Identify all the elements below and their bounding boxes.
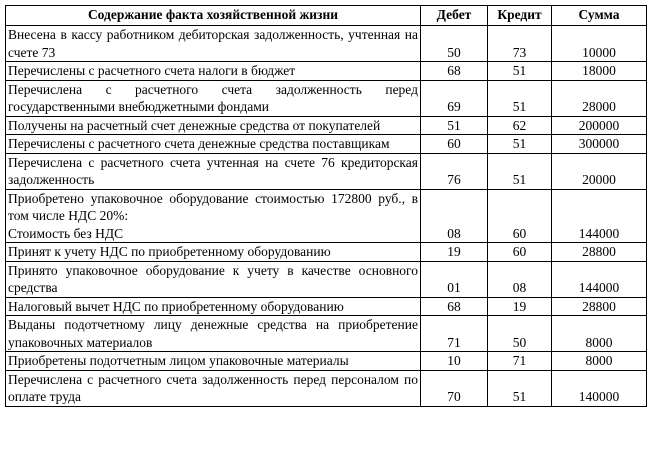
cell-debit: 51: [421, 116, 488, 135]
cell-description: Принят к учету НДС по приобретенному оборудованию: [6, 243, 421, 262]
table-row: [6, 116, 647, 135]
table-row: [6, 370, 647, 406]
cell-credit: 73: [488, 26, 552, 62]
cell-description: Перечислена с расчетного счета учтенная на счете 76 кредиторская задолженность: [6, 153, 421, 189]
cell-debit: 60: [421, 135, 488, 154]
cell-amount: 144000: [552, 189, 647, 243]
cell-credit: 08: [488, 261, 552, 297]
cell-credit: 60: [488, 189, 552, 243]
cell-debit: 70: [421, 370, 488, 406]
cell-credit: 62: [488, 116, 552, 135]
header-credit: Кредит: [488, 6, 552, 26]
cell-debit: 69: [421, 80, 488, 116]
cell-amount: 8000: [552, 352, 647, 371]
cell-description: Перечислены с расчетного счета денежные средства поставщикам: [6, 135, 421, 154]
cell-credit: 71: [488, 352, 552, 371]
table-row: [6, 316, 647, 352]
cell-debit: 01: [421, 261, 488, 297]
table-row: [6, 243, 647, 262]
cell-debit: 68: [421, 297, 488, 316]
cell-description: Перечислена с расчетного счета задолженность перед персоналом по оплате труда: [6, 370, 421, 406]
header-description: Содержание факта хозяйственной жизни: [6, 6, 421, 26]
cell-amount: 20000: [552, 153, 647, 189]
cell-debit: 68: [421, 62, 488, 81]
cell-debit: 19: [421, 243, 488, 262]
cell-credit: 60: [488, 243, 552, 262]
cell-description: Получены на расчетный счет денежные средства от покупателей: [6, 116, 421, 135]
cell-credit: 51: [488, 370, 552, 406]
cell-amount: 140000: [552, 370, 647, 406]
cell-credit: 19: [488, 297, 552, 316]
cell-debit: 71: [421, 316, 488, 352]
cell-description: Перечислена с расчетного счета задолженность перед государственными внебюджетными фондами: [6, 80, 421, 116]
table-header-row: [6, 6, 647, 26]
table-row: [6, 352, 647, 371]
cell-description: Выданы подотчетному лицу денежные средства на приобретение упаковочных материалов: [6, 316, 421, 352]
cell-debit: 10: [421, 352, 488, 371]
cell-amount: 18000: [552, 62, 647, 81]
table-row: [6, 62, 647, 81]
cell-description-main: Приобретено упаковочное оборудование стоимостью 172800 руб., в том числе НДС 20%:: [8, 190, 418, 223]
cell-description-note: Стоимость без НДС: [8, 225, 124, 241]
table-row: [6, 297, 647, 316]
cell-description: Перечислены с расчетного счета налоги в бюджет: [6, 62, 421, 81]
cell-amount: 10000: [552, 26, 647, 62]
cell-description: Внесена в кассу работником дебиторская задолженность, учтенная на счете 73: [6, 26, 421, 62]
cell-description: Налоговый вычет НДС по приобретенному оборудованию: [6, 297, 421, 316]
cell-amount: 28800: [552, 243, 647, 262]
table-row: [6, 261, 647, 297]
cell-amount: 8000: [552, 316, 647, 352]
header-amount: Сумма: [552, 6, 647, 26]
cell-amount: 300000: [552, 135, 647, 154]
table-row: [6, 80, 647, 116]
cell-credit: 51: [488, 153, 552, 189]
cell-credit: 51: [488, 62, 552, 81]
table-row: [6, 135, 647, 154]
cell-debit: 76: [421, 153, 488, 189]
cell-description: Принято упаковочное оборудование к учету в качестве основного средства: [6, 261, 421, 297]
cell-debit: 50: [421, 26, 488, 62]
cell-debit: 08: [421, 189, 488, 243]
cell-credit: 51: [488, 135, 552, 154]
cell-amount: 200000: [552, 116, 647, 135]
cell-credit: 51: [488, 80, 552, 116]
cell-amount: 28800: [552, 297, 647, 316]
header-debit: Дебет: [421, 6, 488, 26]
cell-credit: 50: [488, 316, 552, 352]
cell-amount: 28000: [552, 80, 647, 116]
cell-description: Приобретены подотчетным лицом упаковочные материалы: [6, 352, 421, 371]
cell-description: [6, 189, 421, 243]
table-row: [6, 26, 647, 62]
table-row: [6, 189, 647, 243]
accounting-entries-table: [5, 5, 647, 407]
cell-amount: 144000: [552, 261, 647, 297]
table-row: [6, 153, 647, 189]
